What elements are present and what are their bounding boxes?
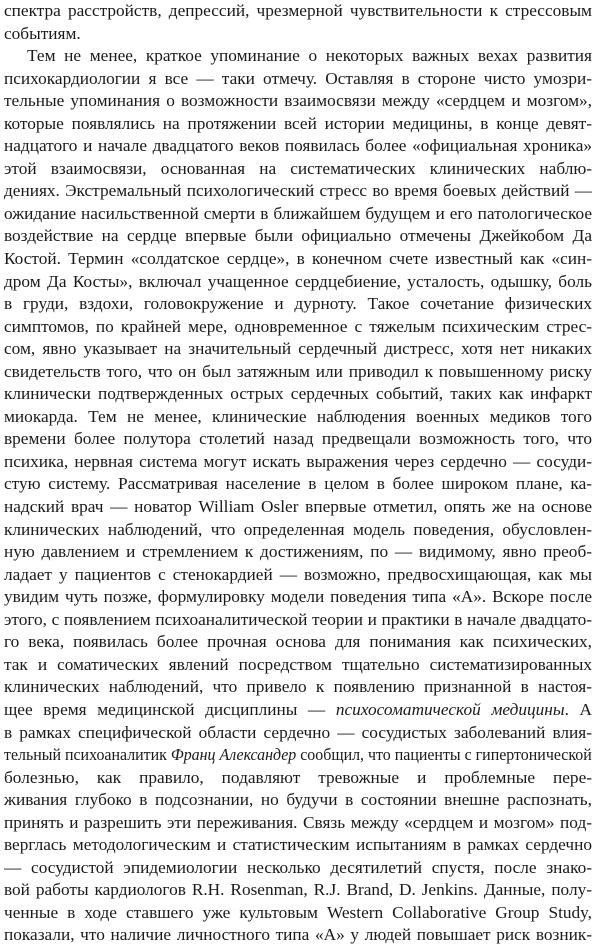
text-line-32 <box>4 699 592 722</box>
text-line-38: верглась методологическим и статистическим испытаниям в рамках сердечно <box>4 835 592 855</box>
text-line-1: спектра расстройств, депрессий, чрезмерной чувствительности к стрессовым <box>4 1 592 20</box>
text-line-28: этого, с появлением психоаналитической теории и практики в начале двадцато- <box>4 609 592 629</box>
text-line-32-end: . А <box>564 699 592 719</box>
text-line-12: Костой. Термин «солдатское сердце», в конечном счете известный как «син- <box>4 249 592 269</box>
text-line-4: психокардиологии я все — таки отмечу. Оставляя в стороне чисто умозри- <box>4 68 592 88</box>
text-line-39: — сосудистой эпидемиологии несколько десятилетий спустя, после знако- <box>4 857 592 877</box>
text-line-5: тельные упоминания о возможности взаимосвязи между «сердцем и мозгом», <box>4 91 592 111</box>
text-line-41: ченные в ходе ставшего уже культовым Western Collaborative Group Study, <box>4 902 592 922</box>
text-line-20: времени более полутора столетий назад предвещали возможность того, что <box>4 429 592 449</box>
text-line-42: показали, что наличие личностного типа «А» у людей повышает риск возник- <box>4 925 592 945</box>
text-line-9: дениях. Экстремальный психологический стресс во время боевых действий — <box>4 181 592 201</box>
text-line-34-end: сообщил, что пациенты с гипертонической <box>296 745 592 765</box>
text-line-13: дром Да Косты», включал учащенное сердцебиение, усталость, одышку, боль <box>4 271 592 291</box>
text-line-7: надцатого и начале двадцатого веков появилась более «официальная хроника» <box>4 136 592 156</box>
text-line-21: психика, нервная система могут искать выражения через сердечно — сосуди- <box>4 451 592 471</box>
text-line-11: воздействие на сердце впервые были официально отмечены Джейкобом Да <box>4 226 592 246</box>
text-line-40: вой работы кардиологов R.H. Rosenman, R.J. Brand, D. Jenkins. Данные, полу- <box>4 880 592 900</box>
text-line-19: миокарда. Тем не менее, клинические наблюдения военных медиков того <box>4 406 592 426</box>
text-line-2: событиям. <box>4 23 81 43</box>
text-line-8: этой взаимосвязи, основанная на систематических клинических наблю- <box>4 158 592 178</box>
text-line-10: ожидание насильственной смерти в ближайшем будущем и его патологическое <box>4 203 592 223</box>
text-line-15: симптомов, по крайней мере, одновременное с тяжелым психическим стрес- <box>4 316 592 336</box>
text-line-36: живания глубоко в подсознании, но будучи в состоянии внешне распознать, <box>4 790 592 810</box>
text-line-33: в рамках специфической области сердечно — сосудистых заболеваний влия- <box>4 722 592 742</box>
text-line-22: стую систему. Рассматривая население в целом в более широком плане, ка- <box>4 474 592 494</box>
text-line-31: клинических наблюдений, что привело к появлению признанной в настоя- <box>4 677 592 697</box>
text-line-16: сом, явно указывает на значительный сердечный дистресс, хотя нет никаких <box>4 339 592 359</box>
text-line-23: надский врач — новатор William Osler впервые отметил, опять же на основе <box>4 497 592 517</box>
text-line-18: клинически подтвержденных острых сердечных событий, таких как инфаркт <box>4 384 592 404</box>
emphasis-term: психосоматической медицины <box>335 699 565 719</box>
text-line-29: го века, появилась более прочная основа для понимания как психических, <box>4 632 592 652</box>
text-line-25: ную давлением и стремлением к достижениям, по — видимому, явно преоб- <box>4 542 592 562</box>
document-page <box>4 0 592 947</box>
text-line-14: в груди, вздохи, головокружение и дурноту. Такое сочетание физических <box>4 294 592 314</box>
text-line-17: свидетельств того, что он был затяжным или приводил к повышенному риску <box>4 361 592 381</box>
text-line-24: клинических наблюдений, что определенная модель поведения, обусловлен- <box>4 519 592 539</box>
text-line-6: которые появлялись на протяжении всей истории медицины, в конце девят- <box>4 113 592 133</box>
text-line-37: принять и разрешить эти переживания. Связь между «сердцем и мозгом» под- <box>4 812 592 832</box>
text-line-34 <box>4 744 592 767</box>
text-line-26: ладает у пациентов с стенокардией — возможно, предвосхищающая, как мы <box>4 564 592 584</box>
text-line-30: так и соматических явлений посредством тщательно систематизированных <box>4 654 592 674</box>
text-line-27: увидим чуть позже, формулировку модели поведения типа «А». Вскоре после <box>4 587 592 607</box>
text-line-32-start: щее время медицинской дисциплины — <box>4 699 336 719</box>
text-line-35: болезнью, как правило, подавляют тревожные и проблемные пере- <box>4 767 592 787</box>
emphasis-name: Франц Александер <box>170 745 297 765</box>
text-line-34-start: тельный психоаналитик <box>4 745 171 765</box>
text-line-3: Тем не менее, краткое упоминание о некоторых важных вехах развития <box>27 46 592 66</box>
